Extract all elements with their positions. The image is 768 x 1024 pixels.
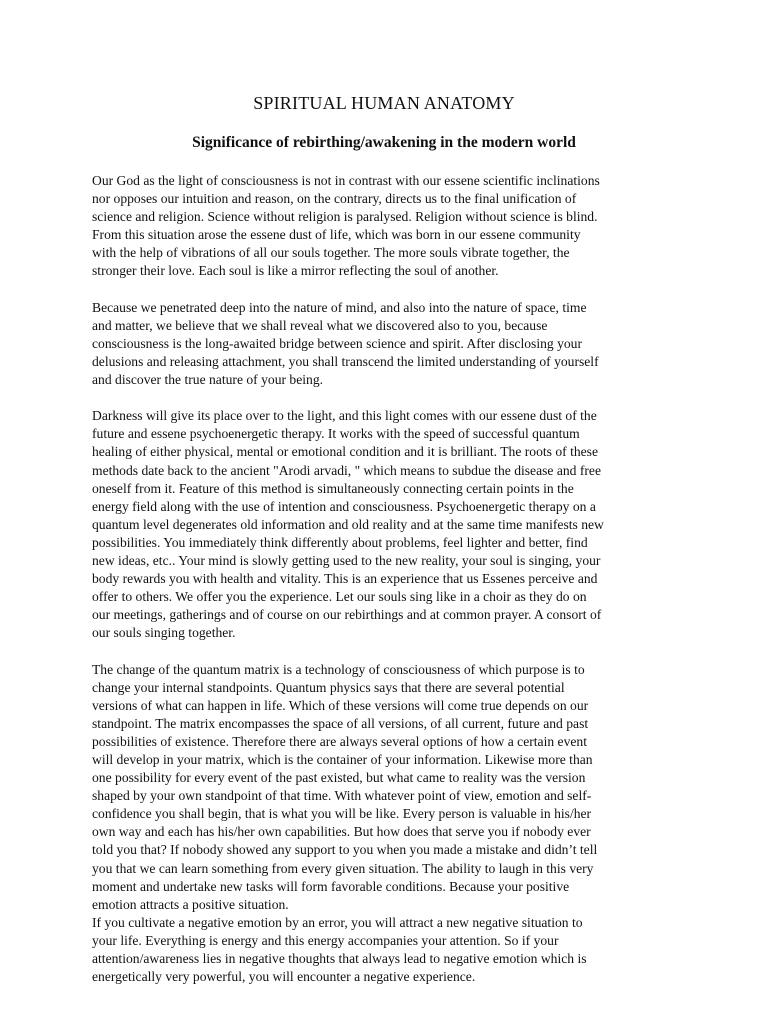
- paragraph-gap: [92, 389, 682, 407]
- text-line: one possibility for every event of the past existed, but what came to reality was the version: [92, 770, 586, 786]
- text-line: told you that? If nobody showed any support to you when you made a mistake and didn’t tell: [92, 842, 598, 858]
- document-subtitle: Significance of rebirthing/awakening in the modern world: [192, 134, 576, 151]
- text-line: science and religion. Science without religion is paralysed. Religion without science is blind.: [92, 209, 598, 225]
- paragraph-2: [92, 299, 682, 389]
- text-line: healing of either physical, mental or emotional condition and it is brilliant. The roots of these: [92, 444, 598, 460]
- text-line: own way and each has his/her own capabilities. But how does that serve you if nobody ever: [92, 824, 591, 840]
- text-line: your life. Everything is energy and this energy accompanies your attention. So if your: [92, 932, 559, 948]
- text-line: with the help of vibrations of all our souls together. The more souls vibrate together, the: [92, 245, 570, 261]
- text-line: Because we penetrated deep into the nature of mind, and also into the nature of space, time: [92, 299, 587, 315]
- text-line: energetically very powerful, you will encounter a negative experience.: [92, 969, 476, 985]
- text-line: shaped by your own standpoint of that time. With whatever point of view, emotion and self-: [92, 788, 592, 804]
- text-line: change your internal standpoints. Quantum physics says that there are several potential: [92, 679, 565, 695]
- text-line: The change of the quantum matrix is a technology of consciousness of which purpose is to: [92, 661, 585, 677]
- text-line: confidence you shall begin, that is what you will be like. Every person is valuable in his/her: [92, 806, 592, 822]
- text-line: nor opposes our intuition and reason, on the contrary, directs us to the final unification of: [92, 191, 577, 207]
- text-line: standpoint. The matrix encompasses the space of all versions, of all current, future and past: [92, 715, 589, 731]
- document-body: [92, 172, 682, 986]
- text-line: If you cultivate a negative emotion by an error, you will attract a new negative situation to: [92, 914, 583, 930]
- paragraph-1: [92, 172, 682, 281]
- text-line: possibilities of existence. Therefore there are always several options of how a certain event: [92, 733, 587, 749]
- text-line: offer to others. We offer you the experience. Let our souls sing like in a choir as they do on: [92, 589, 587, 605]
- text-line: new ideas, etc.. Your mind is slowly getting used to the new reality, your soul is singing, your: [92, 552, 601, 568]
- text-line: energy field along with the use of intention and consciousness. Psychoenergetic therapy on a: [92, 498, 596, 514]
- text-line: body rewards you with health and vitality. This is an experience that us Essenes perceive and: [92, 571, 598, 587]
- text-line: delusions and releasing attachment, you shall transcend the limited understanding of yourself: [92, 353, 599, 369]
- text-line: oneself from it. Feature of this method is simultaneously connecting certain points in the: [92, 480, 574, 496]
- text-line: quantum level degenerates old information and old reality and at the same time manifests new: [92, 516, 604, 532]
- document-title: SPIRITUAL HUMAN ANATOMY: [253, 93, 515, 113]
- text-line: you that we can learn something from every given situation. The ability to laugh in this very: [92, 860, 594, 876]
- paragraph-gap: [92, 642, 682, 660]
- text-line: attention/awareness lies in negative thoughts that always lead to negative emotion which is: [92, 951, 587, 967]
- text-line: Our God as the light of consciousness is not in contrast with our essene scientific inclinations: [92, 173, 600, 188]
- text-line: our meetings, gatherings and of course on our rebirthings and at common prayer. A consort of: [92, 607, 602, 623]
- paragraph-gap: [92, 281, 682, 299]
- text-line: possibilities. You immediately think differently about problems, feel lighter and better, find: [92, 534, 588, 550]
- text-line: future and essene psychoenergetic therapy. It works with the speed of successful quantum: [92, 426, 580, 442]
- paragraph-3: [92, 407, 682, 642]
- text-line: and matter, we believe that we shall reveal what we discovered also to you, because: [92, 317, 548, 333]
- text-line: consciousness is the long-awaited bridge between science and spirit. After disclosing your: [92, 335, 583, 351]
- text-line: methods date back to the ancient "Arodi arvadi, " which means to subdue the disease and free: [92, 462, 601, 478]
- text-line: versions of what can happen in life. Which of these versions will come true depends on our: [92, 697, 589, 713]
- text-line: stronger their love. Each soul is like a mirror reflecting the soul of another.: [92, 263, 499, 279]
- text-line: From this situation arose the essene dust of life, which was born in our essene community: [92, 227, 581, 243]
- paragraph-4: [92, 661, 682, 987]
- text-line: emotion attracts a positive situation.: [92, 896, 289, 912]
- text-line: Darkness will give its place over to the light, and this light comes with our essene dust of the: [92, 408, 597, 424]
- text-line: our souls singing together.: [92, 625, 236, 641]
- text-line: moment and undertake new tasks will form favorable conditions. Because your positive: [92, 878, 570, 894]
- text-line: and discover the true nature of your being.: [92, 372, 324, 388]
- text-line: will develop in your matrix, which is the container of your information. Likewise more than: [92, 752, 593, 767]
